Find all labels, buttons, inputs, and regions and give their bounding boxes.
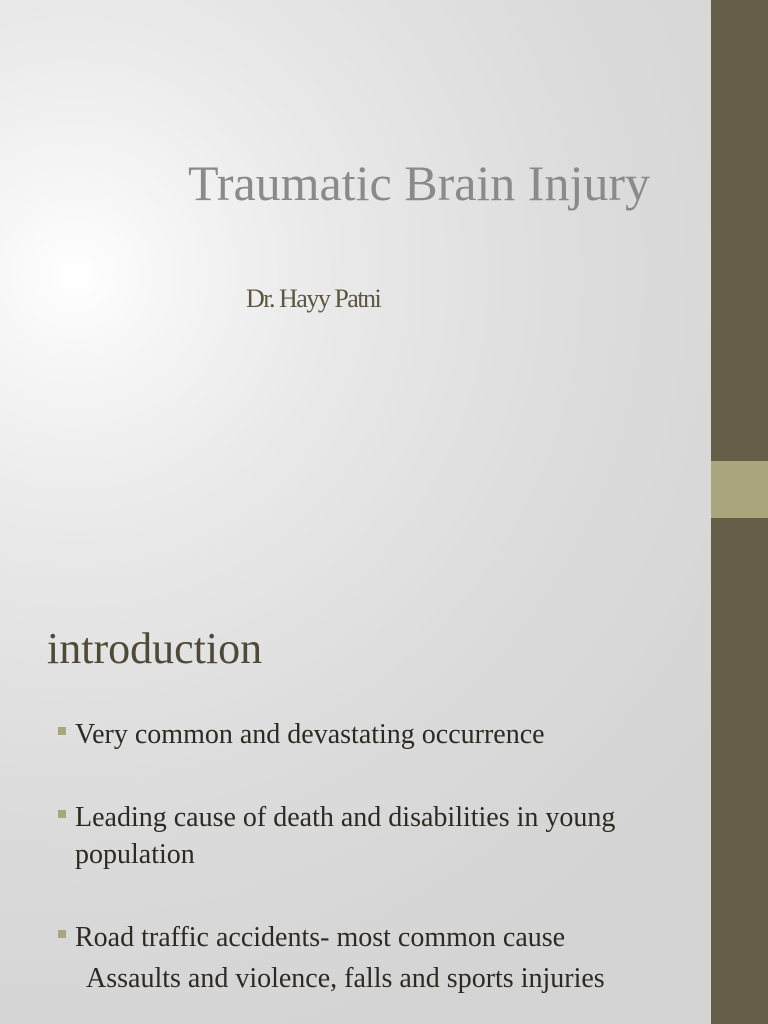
bullet-square-icon	[58, 930, 66, 938]
bullet-item	[58, 799, 668, 873]
bullet-text: Very common and devastating occurrence	[75, 719, 545, 750]
bullet-continuation-text: Assaults and violence, falls and sports injuries	[86, 963, 605, 994]
slide-title: Traumatic Brain Injury	[188, 155, 650, 211]
bullet-item	[58, 716, 668, 753]
section-heading: introduction	[47, 624, 263, 673]
bullet-item	[58, 919, 668, 956]
slide-subtitle: Dr. Hayy Patni	[246, 284, 381, 313]
sidebar-accent-block	[711, 461, 768, 518]
bullet-square-icon	[58, 810, 66, 818]
bullet-text: Road traffic accidents- most common cause	[75, 922, 566, 953]
bullet-square-icon	[58, 727, 66, 735]
bullet-text: Leading cause of death and disabilities in young population	[75, 802, 616, 870]
